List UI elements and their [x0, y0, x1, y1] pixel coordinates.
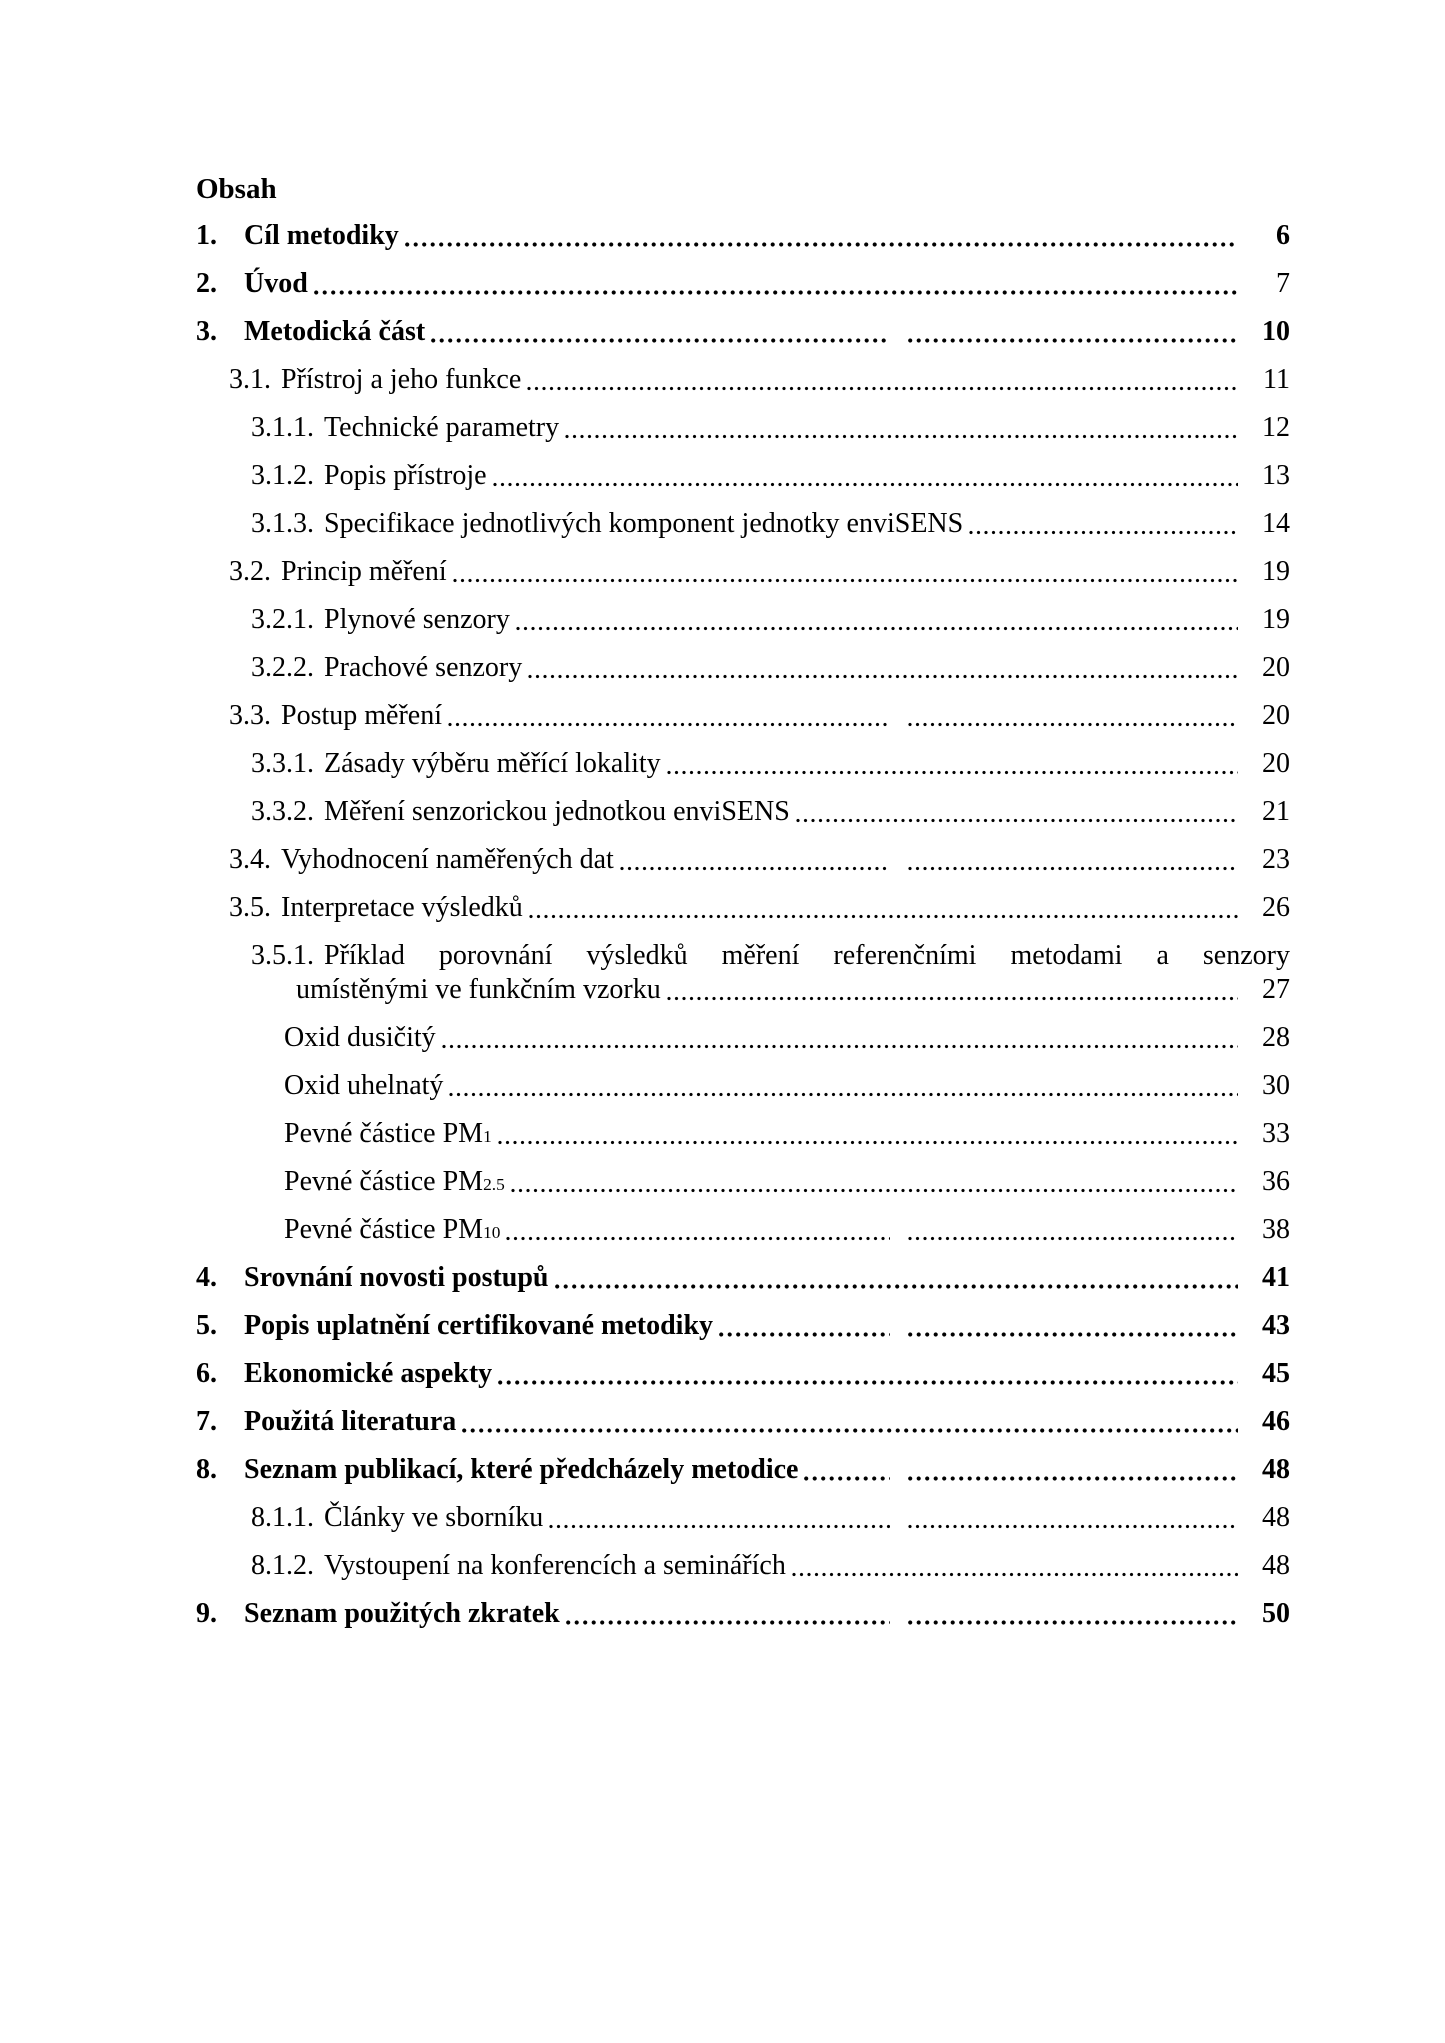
dot-leader	[908, 1236, 1238, 1241]
entry-label: Ekonomické aspekty	[244, 1358, 493, 1389]
entry-number: 3.5.	[229, 892, 271, 923]
entry-label: Zásady výběru měřící lokality	[324, 748, 661, 779]
dot-leader	[529, 914, 1238, 919]
entry-page: 36	[1262, 1166, 1290, 1197]
entry-label: Úvod	[244, 268, 308, 299]
toc-entry	[196, 1597, 1290, 1631]
entry-label: Srovnání novosti postupů	[244, 1262, 549, 1293]
dot-leader	[449, 1092, 1238, 1097]
toc-entry	[196, 1261, 1290, 1295]
entry-label: Články ve sborníku	[324, 1502, 544, 1533]
entry-number: 2.	[196, 268, 217, 299]
dot-leader	[527, 386, 1238, 391]
entry-label: Specifikace jednotlivých komponent jednotky enviSENS	[324, 508, 964, 539]
dot-leader	[549, 1524, 890, 1529]
entry-label: Prachové senzory	[324, 652, 523, 683]
page-title: Obsah	[196, 173, 277, 205]
dot-leader	[448, 722, 890, 727]
dot-leader	[511, 1188, 1238, 1193]
entry-page: 48	[1262, 1502, 1290, 1533]
dot-leader	[516, 626, 1238, 631]
entry-page: 14	[1262, 508, 1290, 539]
entry-label: Použitá literatura	[244, 1406, 457, 1437]
toc-entry	[196, 1357, 1290, 1391]
toc-entry	[251, 747, 1290, 781]
entry-number: 7.	[196, 1406, 217, 1437]
entry-page: 45	[1262, 1358, 1290, 1389]
dot-leader	[498, 1380, 1238, 1385]
toc-entry	[229, 699, 1290, 733]
toc-entry	[229, 843, 1290, 877]
entry-label: Technické parametry	[324, 412, 560, 443]
toc-entry-line	[251, 939, 1290, 973]
entry-number: 3.1.	[229, 364, 271, 395]
entry-page: 30	[1262, 1070, 1290, 1101]
entry-page: 48	[1262, 1550, 1290, 1581]
entry-page: 26	[1262, 892, 1290, 923]
toc-entry	[251, 795, 1290, 829]
entry-page: 28	[1262, 1022, 1290, 1053]
entry-number: 3.3.2.	[251, 796, 314, 827]
entry-label: Pevné částice PM	[284, 1118, 484, 1149]
entry-page: 20	[1262, 748, 1290, 779]
toc-entry	[196, 1309, 1290, 1343]
entry-number: 3.1.2.	[251, 460, 314, 491]
entry-label: Vyhodnocení naměřených dat	[281, 844, 614, 875]
entry-number: 3.2.	[229, 556, 271, 587]
dot-leader	[908, 1524, 1238, 1529]
dot-leader	[796, 818, 1238, 823]
toc-entry	[229, 555, 1290, 589]
dot-leader	[498, 1140, 1238, 1145]
dot-leader	[908, 722, 1238, 727]
entry-label: Přístroj a jeho funkce	[281, 364, 522, 395]
toc-entry	[251, 1501, 1290, 1535]
toc-entry	[251, 411, 1290, 445]
entry-page: 7	[1276, 268, 1290, 299]
entry-page: 43	[1262, 1310, 1290, 1341]
dot-leader	[506, 1236, 890, 1241]
entry-number: 3.2.2.	[251, 652, 314, 683]
dot-leader	[792, 1572, 1238, 1577]
toc-entry	[196, 267, 1290, 301]
toc-entry	[251, 507, 1290, 541]
dot-leader	[462, 1428, 1238, 1433]
entry-number: 6.	[196, 1358, 217, 1389]
dot-leader	[969, 530, 1238, 535]
entry-page: 20	[1262, 652, 1290, 683]
dot-leader	[442, 1044, 1238, 1049]
entry-number: 3.5.1.	[251, 940, 314, 971]
entry-number: 3.1.1.	[251, 412, 314, 443]
toc-entry	[196, 315, 1290, 349]
entry-page: 20	[1262, 700, 1290, 731]
entry-number: 4.	[196, 1262, 217, 1293]
toc-entry: Pevné částice PM 1 33	[284, 1118, 1290, 1149]
entry-page: 48	[1262, 1454, 1290, 1485]
entry-page: 46	[1262, 1406, 1290, 1437]
dot-leader	[620, 866, 890, 871]
entry-label: Popis uplatnění certifikované metodiky	[244, 1310, 714, 1341]
entry-page: 12	[1262, 412, 1290, 443]
entry-number: 3.4.	[229, 844, 271, 875]
toc-entry	[229, 363, 1290, 397]
entry-number: 5.	[196, 1310, 217, 1341]
entry-number: 8.	[196, 1454, 217, 1485]
toc-entry	[229, 891, 1290, 925]
entry-label: Pevné částice PM	[284, 1214, 484, 1245]
toc-list	[196, 219, 1290, 1631]
dot-leader	[667, 996, 1238, 1001]
entry-page: 38	[1262, 1214, 1290, 1245]
dot-leader	[565, 434, 1238, 439]
entry-page: 50	[1262, 1598, 1290, 1629]
dot-leader	[908, 338, 1238, 343]
entry-page: 41	[1262, 1262, 1290, 1293]
dot-leader	[453, 578, 1238, 583]
toc-entry: Pevné částice PM 10 38	[284, 1214, 1290, 1245]
entry-label: Pevné částice PM	[284, 1166, 484, 1197]
entry-page: 6	[1276, 220, 1290, 251]
entry-label: Příklad porovnání výsledků měření referenčními metodami a senzory	[324, 940, 1290, 971]
entry-label: Postup měření	[281, 700, 442, 731]
entry-label: Popis přístroje	[324, 460, 487, 491]
entry-number: 3.2.1.	[251, 604, 314, 635]
dot-leader	[405, 242, 1238, 247]
toc-entry-line	[296, 973, 1290, 1007]
toc-entry	[251, 1549, 1290, 1583]
entry-number: 3.3.	[229, 700, 271, 731]
dot-leader	[719, 1332, 890, 1337]
entry-label: Oxid dusičitý	[284, 1022, 436, 1053]
toc-entry	[284, 1021, 1290, 1055]
entry-label: Princip měření	[281, 556, 447, 587]
entry-number: 3.3.1.	[251, 748, 314, 779]
dot-leader	[804, 1476, 890, 1481]
dot-leader	[314, 290, 1238, 295]
entry-number: 8.1.2.	[251, 1550, 314, 1581]
entry-label: Cíl metodiky	[244, 220, 399, 251]
dot-leader	[908, 1620, 1238, 1625]
dot-leader	[431, 338, 890, 343]
entry-number: 1.	[196, 220, 217, 251]
entry-page: 10	[1262, 316, 1290, 347]
entry-label: Měření senzorickou jednotkou enviSENS	[324, 796, 790, 827]
dot-leader	[667, 770, 1238, 775]
entry-label: Plynové senzory	[324, 604, 510, 635]
toc-entry	[251, 603, 1290, 637]
dot-leader	[528, 674, 1238, 679]
toc-entry	[251, 939, 1290, 1007]
entry-page: 33	[1262, 1118, 1290, 1149]
entry-number: 9.	[196, 1598, 217, 1629]
toc-entry	[196, 219, 1290, 253]
entry-page: 11	[1263, 364, 1290, 395]
toc-entry	[251, 651, 1290, 685]
entry-label: umístěnými ve funkčním vzorku	[296, 974, 661, 1005]
entry-label: Vystoupení na konferencích a seminářích	[324, 1550, 786, 1581]
entry-label: Seznam použitých zkratek	[244, 1598, 560, 1629]
entry-page: 19	[1262, 604, 1290, 635]
toc-entry: Pevné částice PM 2.5 36	[284, 1166, 1290, 1197]
dot-leader	[908, 1332, 1238, 1337]
entry-label: Oxid uhelnatý	[284, 1070, 444, 1101]
dot-leader	[908, 866, 1238, 871]
entry-page: 19	[1262, 556, 1290, 587]
toc-entry	[196, 1453, 1290, 1487]
dot-leader	[555, 1284, 1239, 1289]
dot-leader	[908, 1476, 1238, 1481]
entry-label: Metodická část	[244, 316, 426, 347]
dot-leader	[566, 1620, 890, 1625]
table-of-contents	[196, 172, 1290, 1645]
entry-page: 21	[1262, 796, 1290, 827]
toc-entry	[196, 1405, 1290, 1439]
entry-page: 27	[1262, 974, 1290, 1005]
toc-entry	[284, 1069, 1290, 1103]
toc-entry	[251, 459, 1290, 493]
entry-number: 3.1.3.	[251, 508, 314, 539]
entry-label: Seznam publikací, které předcházely metodice	[244, 1454, 799, 1485]
entry-label: Interpretace výsledků	[281, 892, 523, 923]
entry-page: 13	[1262, 460, 1290, 491]
entry-number: 8.1.1.	[251, 1502, 314, 1533]
entry-page: 23	[1262, 844, 1290, 875]
dot-leader	[493, 482, 1238, 487]
entry-number: 3.	[196, 316, 217, 347]
